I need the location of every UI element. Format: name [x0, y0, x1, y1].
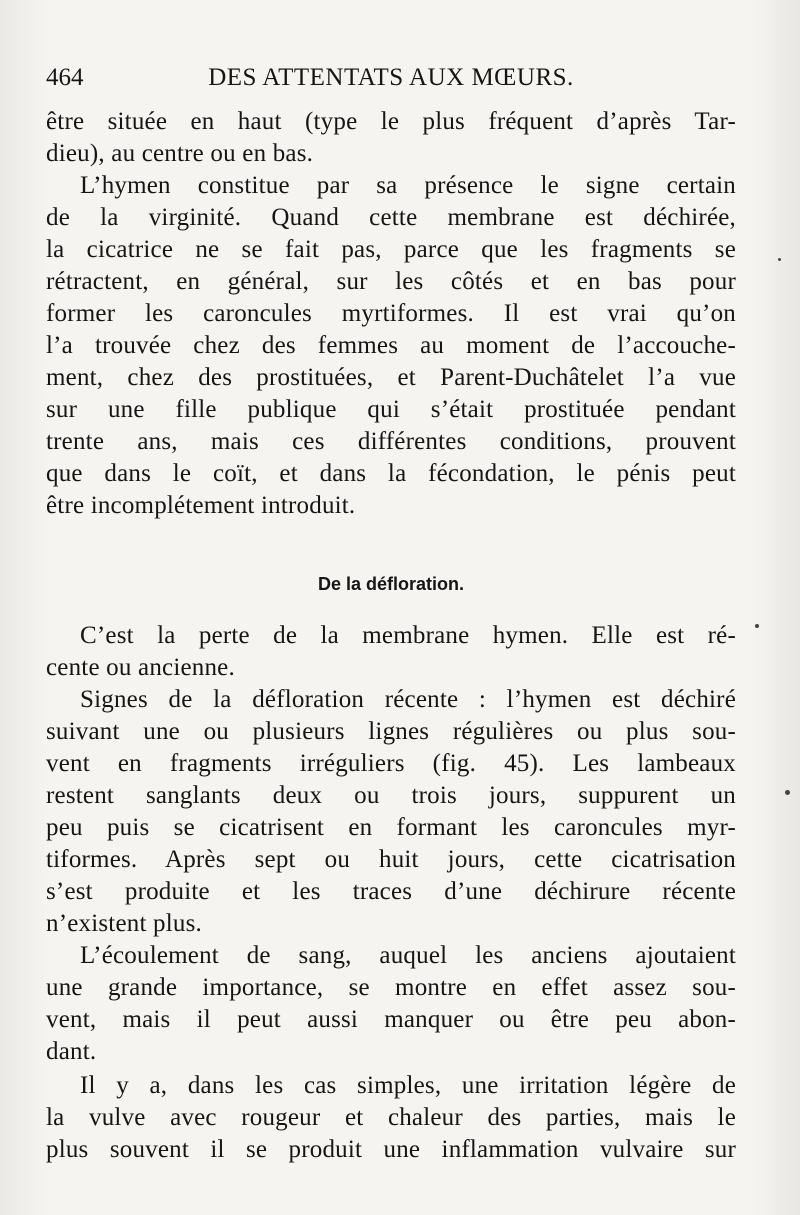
text-line: restent sanglants deux ou trois jours, suppurent un: [46, 782, 736, 809]
text-line: rétractent, en général, sur les côtés et en bas pour: [46, 268, 736, 295]
paper-speck: [755, 624, 759, 628]
text-line: suivant une ou plusieurs lignes régulières ou plus sou-: [46, 718, 736, 745]
text-line: former les caroncules myrtiformes. Il est vrai qu’on: [46, 300, 736, 327]
text-line: plus souvent il se produit une inflammation vulvaire sur: [46, 1136, 736, 1163]
text-line: dant.: [46, 1038, 97, 1065]
text-line: la cicatrice ne se fait pas, parce que les fragments se: [46, 236, 736, 263]
text-line: être située en haut (type le plus fréquent d’après Tar-: [46, 108, 736, 135]
paragraph-5: [46, 940, 736, 1068]
text-line: cente ou ancienne.: [46, 654, 235, 681]
section-heading: De la défloration.: [317, 574, 465, 594]
text-line: une grande importance, se montre en effet assez sou-: [46, 974, 736, 1001]
text-line: sur une fille publique qui s’était prostituée pendant: [46, 396, 736, 423]
text-line: l’a trouvée chez des femmes au moment de l’accouche-: [46, 332, 736, 359]
page-number: 464: [46, 64, 84, 91]
text-line: dieu), au centre ou en bas.: [46, 140, 314, 167]
paragraph-1: [46, 106, 736, 170]
text-line: la vulve avec rougeur et chaleur des parties, mais le: [46, 1104, 736, 1131]
text-line: C’est la perte de la membrane hymen. Elle est ré-: [80, 622, 736, 649]
text-line: Signes de la défloration récente : l’hymen est déchiré: [80, 686, 736, 713]
text-line: L’hymen constitue par sa présence le signe certain: [80, 172, 736, 199]
text-line: de la virginité. Quand cette membrane est déchirée,: [46, 204, 736, 231]
text-line: être incomplétement introduit.: [46, 492, 356, 519]
text-line: n’existent plus.: [46, 910, 202, 937]
text-line: vent en fragments irréguliers (fig. 45). Les lambeaux: [46, 750, 736, 777]
text-line: peu puis se cicatrisent en formant les caroncules myr-: [46, 814, 736, 841]
text-line: trente ans, mais ces différentes conditions, prouvent: [46, 428, 736, 455]
text-line: ment, chez des prostituées, et Parent-Duchâtelet l’a vue: [46, 364, 736, 391]
page-header: [46, 62, 736, 94]
paragraph-2: [46, 170, 736, 522]
text-line: tiformes. Après sept ou huit jours, cette cicatrisation: [46, 846, 736, 873]
paragraph-6: [46, 1070, 736, 1166]
text-line: vent, mais il peut aussi manquer ou être peu abon-: [46, 1006, 736, 1033]
paragraph-3: [46, 620, 736, 684]
text-line: que dans le coït, et dans la fécondation, le pénis peut: [46, 460, 736, 487]
paragraph-4: [46, 684, 736, 940]
running-title: DES ATTENTATS AUX MŒURS.: [208, 64, 574, 91]
paper-speck: [778, 258, 781, 261]
paper-speck: [785, 790, 790, 795]
text-line: Il y a, dans les cas simples, une irritation légère de: [80, 1072, 736, 1099]
text-line: s’est produite et les traces d’une déchirure récente: [46, 878, 736, 905]
text-line: L’écoulement de sang, auquel les anciens ajoutaient: [80, 942, 736, 969]
